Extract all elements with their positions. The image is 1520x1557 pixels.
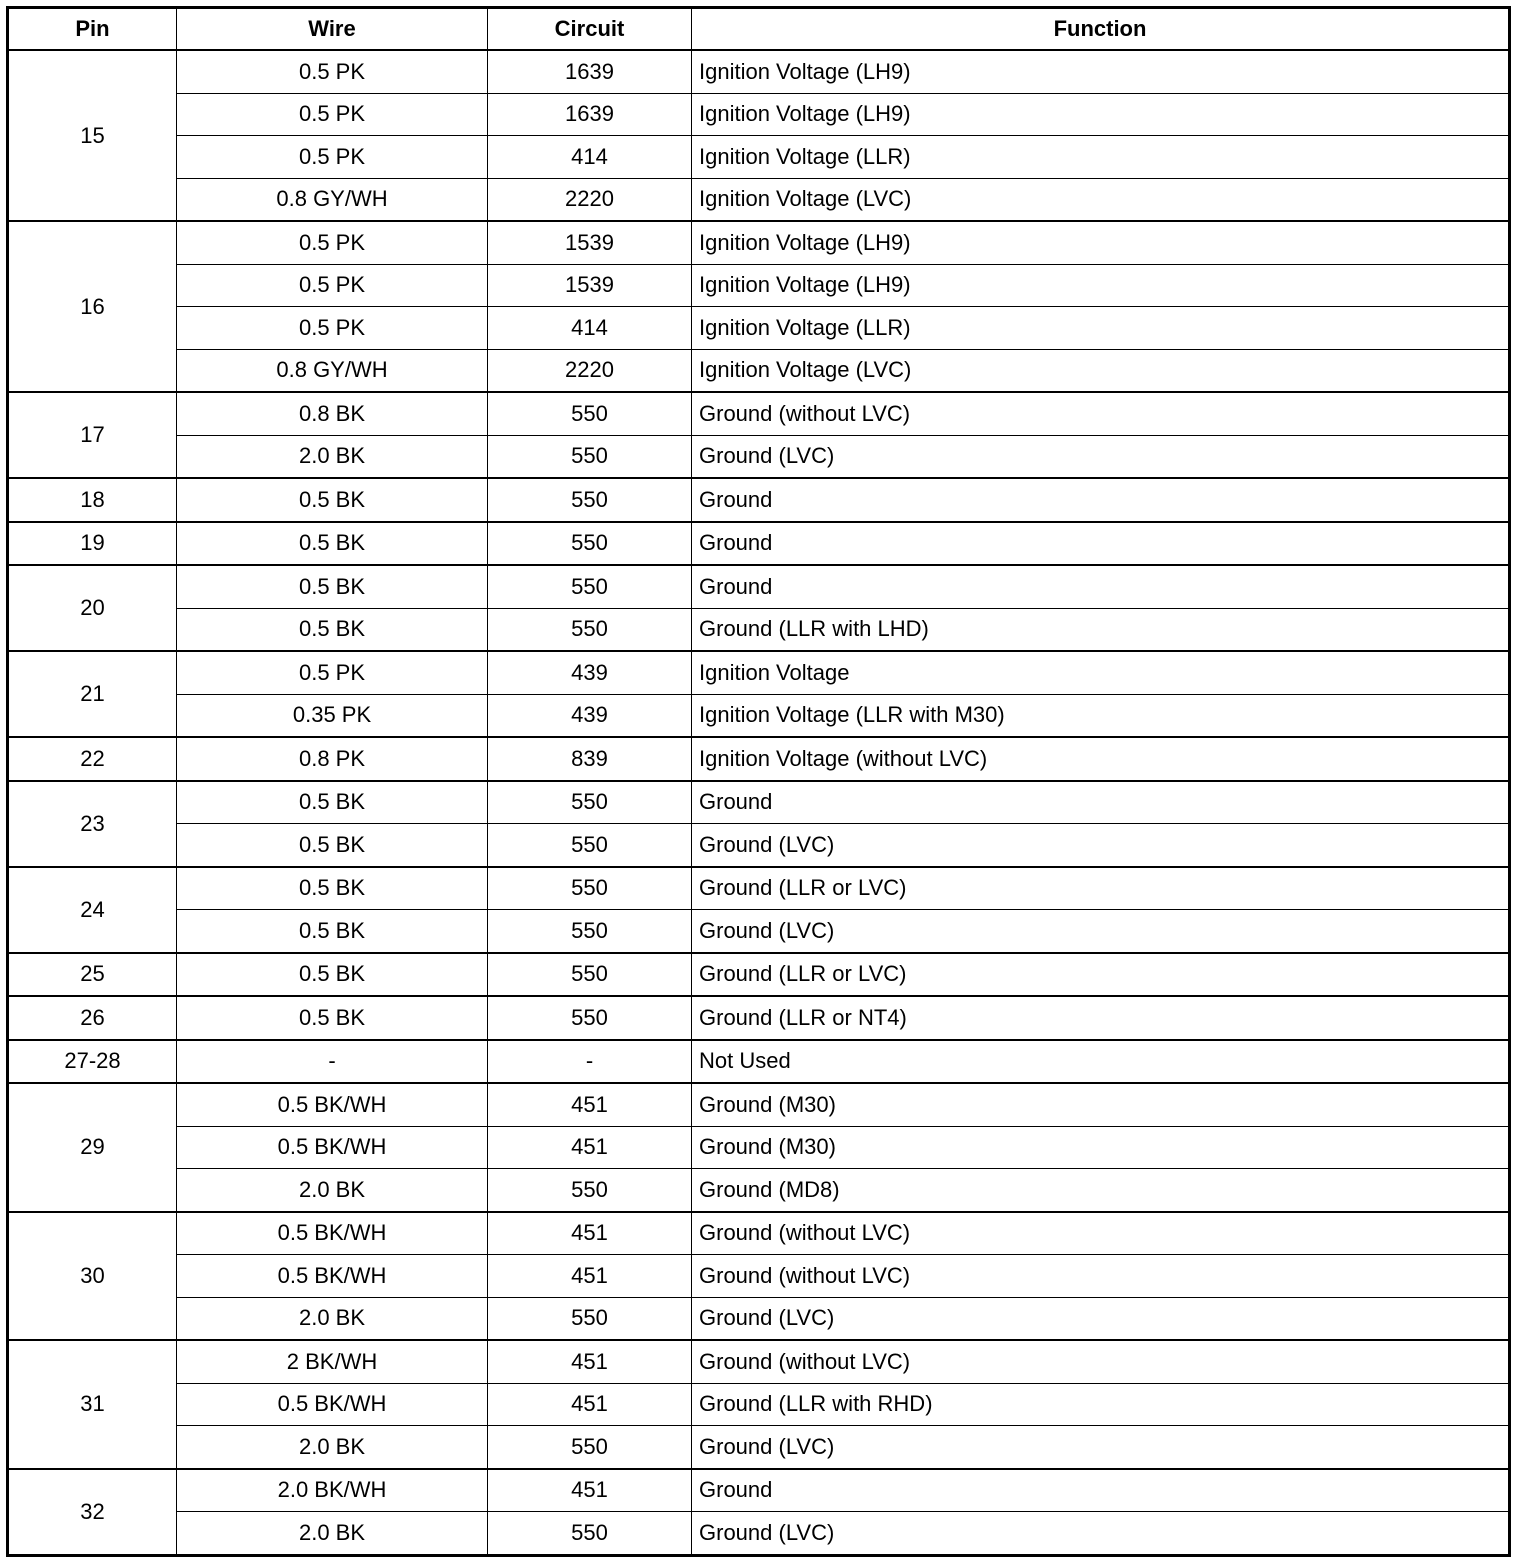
function-cell: Ground — [692, 1469, 1510, 1512]
circuit-cell: 550 — [488, 867, 692, 910]
table-row — [8, 93, 1510, 136]
wire-cell: 0.5 PK — [177, 136, 488, 179]
circuit-cell: 451 — [488, 1340, 692, 1383]
circuit-cell: - — [488, 1040, 692, 1084]
table-row — [8, 996, 1510, 1040]
wire-cell: 0.5 BK — [177, 996, 488, 1040]
circuit-cell: 550 — [488, 824, 692, 867]
circuit-cell: 550 — [488, 1169, 692, 1212]
function-cell: Ground (LVC) — [692, 824, 1510, 867]
header-function: Function — [692, 8, 1510, 51]
function-cell: Ground (LVC) — [692, 910, 1510, 953]
wire-cell: 0.5 BK — [177, 522, 488, 566]
table-row — [8, 435, 1510, 478]
wire-cell: 0.5 BK/WH — [177, 1126, 488, 1169]
wire-cell: 2.0 BK — [177, 1512, 488, 1556]
wire-cell: 0.5 BK — [177, 781, 488, 824]
circuit-cell: 451 — [488, 1383, 692, 1426]
wire-cell: 0.5 BK — [177, 478, 488, 522]
table-row — [8, 1255, 1510, 1298]
function-cell: Ground — [692, 478, 1510, 522]
function-cell: Ground (LLR with LHD) — [692, 608, 1510, 651]
table-row — [8, 522, 1510, 566]
wire-cell: 0.8 GY/WH — [177, 349, 488, 392]
circuit-cell: 550 — [488, 1512, 692, 1556]
table-row — [8, 1383, 1510, 1426]
circuit-cell: 550 — [488, 478, 692, 522]
circuit-cell: 1639 — [488, 50, 692, 93]
wire-cell: 0.5 BK — [177, 824, 488, 867]
table-row — [8, 392, 1510, 435]
wire-cell: 0.5 PK — [177, 264, 488, 307]
function-cell: Ground (LLR or LVC) — [692, 867, 1510, 910]
wire-cell: 0.5 BK/WH — [177, 1255, 488, 1298]
circuit-cell: 414 — [488, 307, 692, 350]
function-cell: Ignition Voltage (LVC) — [692, 349, 1510, 392]
header-wire: Wire — [177, 8, 488, 51]
table-row — [8, 1297, 1510, 1340]
wire-cell: 0.8 GY/WH — [177, 178, 488, 221]
table-row — [8, 651, 1510, 694]
function-cell: Ground (LLR or LVC) — [692, 953, 1510, 997]
function-cell: Ground (without LVC) — [692, 392, 1510, 435]
pin-cell: 27-28 — [8, 1040, 177, 1084]
circuit-cell: 550 — [488, 522, 692, 566]
function-cell: Ignition Voltage (LH9) — [692, 50, 1510, 93]
table-row — [8, 953, 1510, 997]
wire-cell: 0.8 BK — [177, 392, 488, 435]
wire-cell: 0.5 PK — [177, 307, 488, 350]
wire-cell: 0.35 PK — [177, 694, 488, 737]
circuit-cell: 839 — [488, 737, 692, 781]
wire-cell: 0.5 PK — [177, 50, 488, 93]
function-cell: Ground (LVC) — [692, 1426, 1510, 1469]
wire-cell: 0.5 BK/WH — [177, 1083, 488, 1126]
function-cell: Ground (MD8) — [692, 1169, 1510, 1212]
function-cell: Not Used — [692, 1040, 1510, 1084]
circuit-cell: 1539 — [488, 221, 692, 264]
wire-cell: 0.5 BK/WH — [177, 1212, 488, 1255]
pin-cell: 26 — [8, 996, 177, 1040]
wire-cell: 0.5 BK — [177, 565, 488, 608]
circuit-cell: 451 — [488, 1083, 692, 1126]
wire-cell: 0.8 PK — [177, 737, 488, 781]
circuit-cell: 451 — [488, 1212, 692, 1255]
function-cell: Ground (M30) — [692, 1126, 1510, 1169]
function-cell: Ground — [692, 565, 1510, 608]
table-row — [8, 1126, 1510, 1169]
pin-cell: 29 — [8, 1083, 177, 1212]
circuit-cell: 550 — [488, 953, 692, 997]
function-cell: Ground (LLR with RHD) — [692, 1383, 1510, 1426]
pin-cell: 16 — [8, 221, 177, 392]
circuit-cell: 451 — [488, 1126, 692, 1169]
wire-cell: 0.5 PK — [177, 93, 488, 136]
function-cell: Ignition Voltage (LH9) — [692, 93, 1510, 136]
wire-cell: 2.0 BK — [177, 1297, 488, 1340]
pin-cell: 17 — [8, 392, 177, 478]
table-row — [8, 1212, 1510, 1255]
pin-cell: 31 — [8, 1340, 177, 1469]
pin-cell: 22 — [8, 737, 177, 781]
circuit-cell: 550 — [488, 435, 692, 478]
circuit-cell: 1539 — [488, 264, 692, 307]
wire-cell: 0.5 BK — [177, 867, 488, 910]
table-row — [8, 478, 1510, 522]
table-row — [8, 221, 1510, 264]
circuit-cell: 2220 — [488, 178, 692, 221]
table-row — [8, 737, 1510, 781]
circuit-cell: 550 — [488, 392, 692, 435]
header-pin: Pin — [8, 8, 177, 51]
pin-cell: 19 — [8, 522, 177, 566]
function-cell: Ignition Voltage (LLR) — [692, 307, 1510, 350]
circuit-cell: 550 — [488, 565, 692, 608]
pin-cell: 18 — [8, 478, 177, 522]
table-row — [8, 608, 1510, 651]
table-row — [8, 264, 1510, 307]
wire-cell: 0.5 BK/WH — [177, 1383, 488, 1426]
function-cell: Ground (without LVC) — [692, 1340, 1510, 1383]
function-cell: Ground (LVC) — [692, 435, 1510, 478]
table-row — [8, 1340, 1510, 1383]
table-row — [8, 565, 1510, 608]
function-cell: Ground (M30) — [692, 1083, 1510, 1126]
wire-cell: 2 BK/WH — [177, 1340, 488, 1383]
pin-cell: 25 — [8, 953, 177, 997]
table-row — [8, 910, 1510, 953]
circuit-cell: 1639 — [488, 93, 692, 136]
circuit-cell: 550 — [488, 996, 692, 1040]
circuit-cell: 550 — [488, 1297, 692, 1340]
table-row — [8, 50, 1510, 93]
circuit-cell: 451 — [488, 1255, 692, 1298]
pin-cell: 24 — [8, 867, 177, 953]
wire-cell: 0.5 BK — [177, 910, 488, 953]
table-row — [8, 1469, 1510, 1512]
wire-cell: 2.0 BK/WH — [177, 1469, 488, 1512]
wire-cell: 0.5 BK — [177, 608, 488, 651]
circuit-cell: 414 — [488, 136, 692, 179]
function-cell: Ground (LVC) — [692, 1297, 1510, 1340]
wire-cell: - — [177, 1040, 488, 1084]
table-row — [8, 178, 1510, 221]
table-row — [8, 136, 1510, 179]
wire-cell: 2.0 BK — [177, 1169, 488, 1212]
circuit-cell: 439 — [488, 694, 692, 737]
table-row — [8, 1169, 1510, 1212]
wire-cell: 0.5 PK — [177, 651, 488, 694]
function-cell: Ignition Voltage (LH9) — [692, 221, 1510, 264]
wire-cell: 0.5 PK — [177, 221, 488, 264]
function-cell: Ignition Voltage (without LVC) — [692, 737, 1510, 781]
pin-cell: 15 — [8, 50, 177, 221]
table-row — [8, 307, 1510, 350]
function-cell: Ground (without LVC) — [692, 1212, 1510, 1255]
pin-cell: 32 — [8, 1469, 177, 1556]
table-row — [8, 1426, 1510, 1469]
table-row — [8, 1083, 1510, 1126]
circuit-cell: 550 — [488, 910, 692, 953]
circuit-cell: 439 — [488, 651, 692, 694]
connector-pin-table — [6, 6, 1511, 1557]
header-circuit: Circuit — [488, 8, 692, 51]
table-row — [8, 349, 1510, 392]
function-cell: Ignition Voltage (LLR with M30) — [692, 694, 1510, 737]
table-row — [8, 824, 1510, 867]
function-cell: Ignition Voltage (LVC) — [692, 178, 1510, 221]
function-cell: Ground (LLR or NT4) — [692, 996, 1510, 1040]
table-row — [8, 1040, 1510, 1084]
function-cell: Ground (LVC) — [692, 1512, 1510, 1556]
table-row — [8, 867, 1510, 910]
circuit-cell: 451 — [488, 1469, 692, 1512]
circuit-cell: 550 — [488, 608, 692, 651]
table-row — [8, 694, 1510, 737]
pin-cell: 30 — [8, 1212, 177, 1341]
table-row — [8, 1512, 1510, 1556]
function-cell: Ignition Voltage (LH9) — [692, 264, 1510, 307]
function-cell: Ignition Voltage (LLR) — [692, 136, 1510, 179]
circuit-cell: 2220 — [488, 349, 692, 392]
header-row — [8, 8, 1510, 51]
wire-cell: 2.0 BK — [177, 435, 488, 478]
wire-cell: 0.5 BK — [177, 953, 488, 997]
wire-cell: 2.0 BK — [177, 1426, 488, 1469]
function-cell: Ignition Voltage — [692, 651, 1510, 694]
pin-cell: 23 — [8, 781, 177, 867]
table-body — [8, 50, 1510, 1555]
function-cell: Ground — [692, 522, 1510, 566]
table-row — [8, 781, 1510, 824]
function-cell: Ground (without LVC) — [692, 1255, 1510, 1298]
pin-cell: 20 — [8, 565, 177, 651]
pin-cell: 21 — [8, 651, 177, 737]
circuit-cell: 550 — [488, 1426, 692, 1469]
function-cell: Ground — [692, 781, 1510, 824]
circuit-cell: 550 — [488, 781, 692, 824]
